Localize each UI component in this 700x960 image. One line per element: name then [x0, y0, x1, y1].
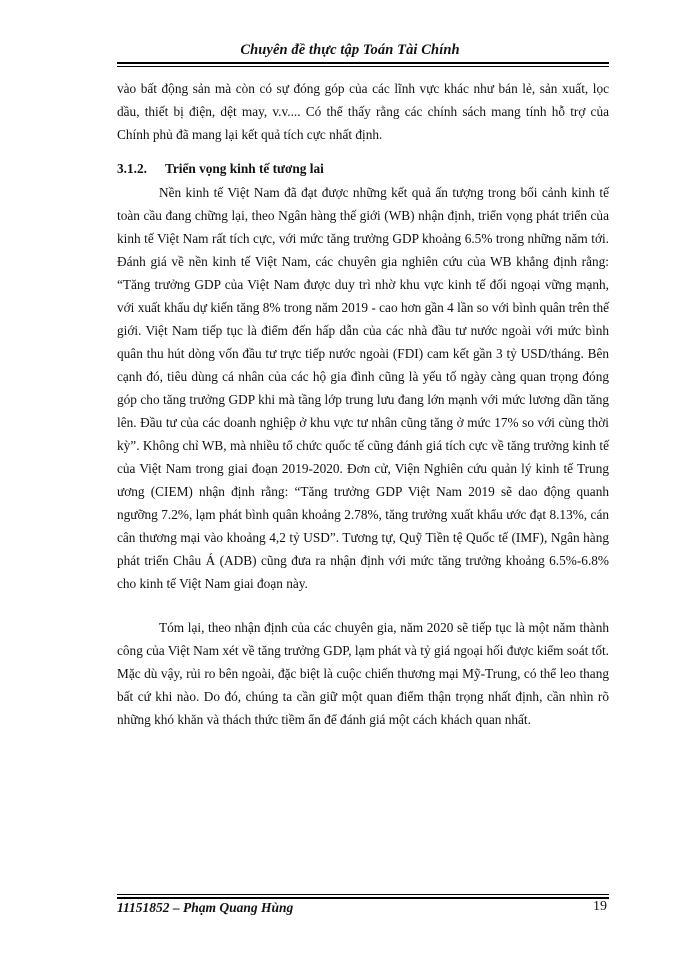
- body-paragraph-2: Tóm lại, theo nhận định của các chuyên gia, năm 2020 sẽ tiếp tục là một năm thành công của Việt Nam xét về tăng trưởng GDP, lạm phát và tỷ giá ngoại hối được kiểm soát tốt. Mặc dù vậy, rủi ro bên ngoài, đặc biệt là cuộc chiến thương mại Mỹ-Trung, có thể leo thang bất cứ khi nào. Do đó, chúng ta cần giữ một quan điểm thận trọng nhất định, cần nhìn rõ những khó khăn và thách thức tiềm ẩn để đánh giá một cách khách quan nhất.: [117, 620, 609, 727]
- intro-paragraph: vào bất động sản mà còn có sự đóng góp của các lĩnh vực khác như bán lẻ, sản xuất, lọc dầu, thiết bị điện, dệt may, v.v.... Có thể thấy rằng các chính sách mang tính hỗ trợ của Chính phủ đã mang lại kết quả tích cực nhất định.: [117, 81, 609, 142]
- section-number: 3.1.2.: [117, 161, 147, 176]
- header-rule-thin: [117, 66, 609, 67]
- section-title: Triển vọng kinh tế tương lai: [165, 161, 324, 176]
- header-rule-thick: [117, 62, 609, 64]
- footer-rule-thin: [117, 894, 609, 895]
- body-paragraph-1: Nền kinh tế Việt Nam đã đạt được những kết quả ấn tượng trong bối cảnh kinh tế toàn cầu đang chững lại, theo Ngân hàng thế giới (WB) nhận định, triển vọng phát triển của kinh tế Việt Nam rất tích cực, với mức tăng trưởng GDP khoảng 6.5% trong những năm tới. Đánh giá về nền kinh tế Việt Nam, các chuyên gia nghiên cứu của WB khẳng định rằng: “Tăng trưởng GDP của Việt Nam được duy trì nhờ khu vực kinh tế đối ngoại vững mạnh, với xuất khẩu dự kiến tăng 8% trong năm 2019 - cao hơn gần 4 lần so với bình quân trên thế giới. Việt Nam tiếp tục là điểm đến hấp dẫn của các nhà đầu tư nước ngoài với mức bình quân thu hút dòng vốn đầu tư trực tiếp nước ngoài (FDI) cam kết gần 3 tỷ USD/tháng. Bên cạnh đó, tiêu dùng cá nhân của các hộ gia đình cũng là yếu tố ngày càng quan trọng đóng góp cho tăng trưởng GDP khi mà tầng lớp trung lưu đang lớn mạnh với mức lương dần tăng lên. Đầu tư của các doanh nghiệp ở khu vực tư nhân cũng tăng ở mức 17% so với cùng thời kỳ”. Không chỉ WB, mà nhiều tổ chức quốc tế cũng đánh giá tích cực về tăng trưởng kinh tế của Việt Nam trong giai đoạn 2019-2020. Đơn cử, Viện Nghiên cứu quản lý kinh tế Trung ương (CIEM) nhận định rằng: “Tăng trưởng GDP Việt Nam 2019 sẽ dao động quanh ngưỡng 7.2%, lạm phát bình quân khoảng 2.78%, tăng trưởng xuất khẩu ước đạt 8.13%, cán cân thương mại vào khoảng 4,2 tỷ USD”. Tương tự, Quỹ Tiền tệ Quốc tế (IMF), Ngân hàng phát triển Châu Á (ADB) cũng đưa ra nhận định với mức tăng trưởng khoảng 6.5%-6.8% cho kinh tế Việt Nam giai đoạn này.: [117, 185, 609, 591]
- footer-rule-thick: [117, 897, 609, 899]
- footer-author: 11151852 – Phạm Quang Hùng: [117, 900, 294, 915]
- document-body: [117, 77, 609, 731]
- page-header-title: Chuyên đề thực tập Toán Tài Chính: [240, 42, 460, 58]
- section-heading: [117, 157, 609, 180]
- page-number: 19: [593, 899, 607, 914]
